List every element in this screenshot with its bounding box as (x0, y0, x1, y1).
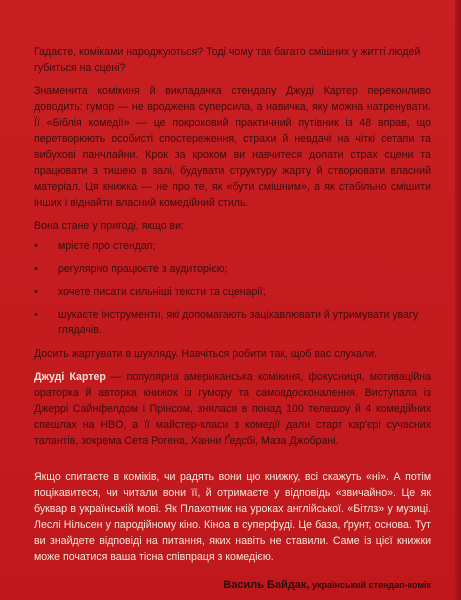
list-item: • мрієте про стендап; (34, 240, 156, 252)
review-signature (34, 579, 431, 591)
bullet-icon: • (34, 309, 38, 321)
author-bio-text: — популярна американська комікиня, фокусниця, мотиваційна ораторка й авторка книжок із гумору та самовдосконалення. Виступала із Джеррі Сайнфелдом і Прінсом, знялася в понад 100 телешоу й 4 комедійних спешлах на HBO, а її майстер-класи з комедії дали старт кар'єрі сучасних талантів, зокрема Сета Рогена, Ханни Ґедсбі, Маза Джобрані. (34, 371, 431, 447)
description-paragraph: Знаменита комікиня й викладачка стендапу Джуді Картер переконливо доводить: гумор — не вроджена суперсила, а навичка, яку можна натренувати. Її «Біблія комедії» — це покроковий практичний путівник із 48 вправ, що перетворюють особисті спостереження, страхи й невдачі на чіткі сетапи та вибухові панчлайни. Крок за кроком ви навчитеся долати страх сцени та працювати з тишею в залі, будувати структуру жарту й створювати власний матеріал. Ця книжка — не про те, як «бути смішним», а як стабільно смішити інших і віднайти власний комедійний стиль. (34, 85, 431, 209)
list-item: • хочете писати сильніші тексти та сценарії; (34, 286, 266, 298)
review-quote: Якщо спитаєте в коміків, чи радять вони цю книжку, всі скажуть «ні». А потім поцікавитеся, чи читали вони її, й отримаєте у відповідь «звичайно». Це як буквар в українській мові. Як Плахотник на уроках англійської. «Бітлз» у музиці. Леслі Нільсен у пародійному кіно. Кіноа в суперфуді. Це база, ґрунт, основа. Тут ви знайдете відповіді на питання, яких навіть не ставили. Саме із цієї книжки може початися ваша тісна співпраця з комедією. (34, 471, 431, 563)
reviewer-role: український стендап-комік (309, 580, 431, 590)
bullet-icon: • (34, 240, 38, 252)
author-bio (34, 369, 431, 449)
list-item: • шукаєте інструменти, які допомагають зацікавлювати й утримувати увагу глядачів. (34, 309, 419, 336)
list-item: • регулярно працюєте з аудиторією; (34, 263, 228, 275)
author-name: Джуді Картер (34, 371, 106, 383)
bullet-icon: • (34, 286, 38, 298)
bullet-icon: • (34, 263, 38, 275)
lead-question: Гадаєте, коміками народжуються? Тоді чому так багато смішних у житті людей губиться на сцені? (34, 46, 421, 74)
list-intro: Вона стане у пригоді, якщо ви: (34, 220, 185, 232)
reviewer-name: Василь Байдак, (223, 579, 310, 591)
closing-line: Досить жартувати в шухляду. Навчіться робити так, щоб вас слухали. (34, 348, 377, 360)
benefit-list (34, 239, 431, 338)
cover-edge (455, 0, 461, 600)
